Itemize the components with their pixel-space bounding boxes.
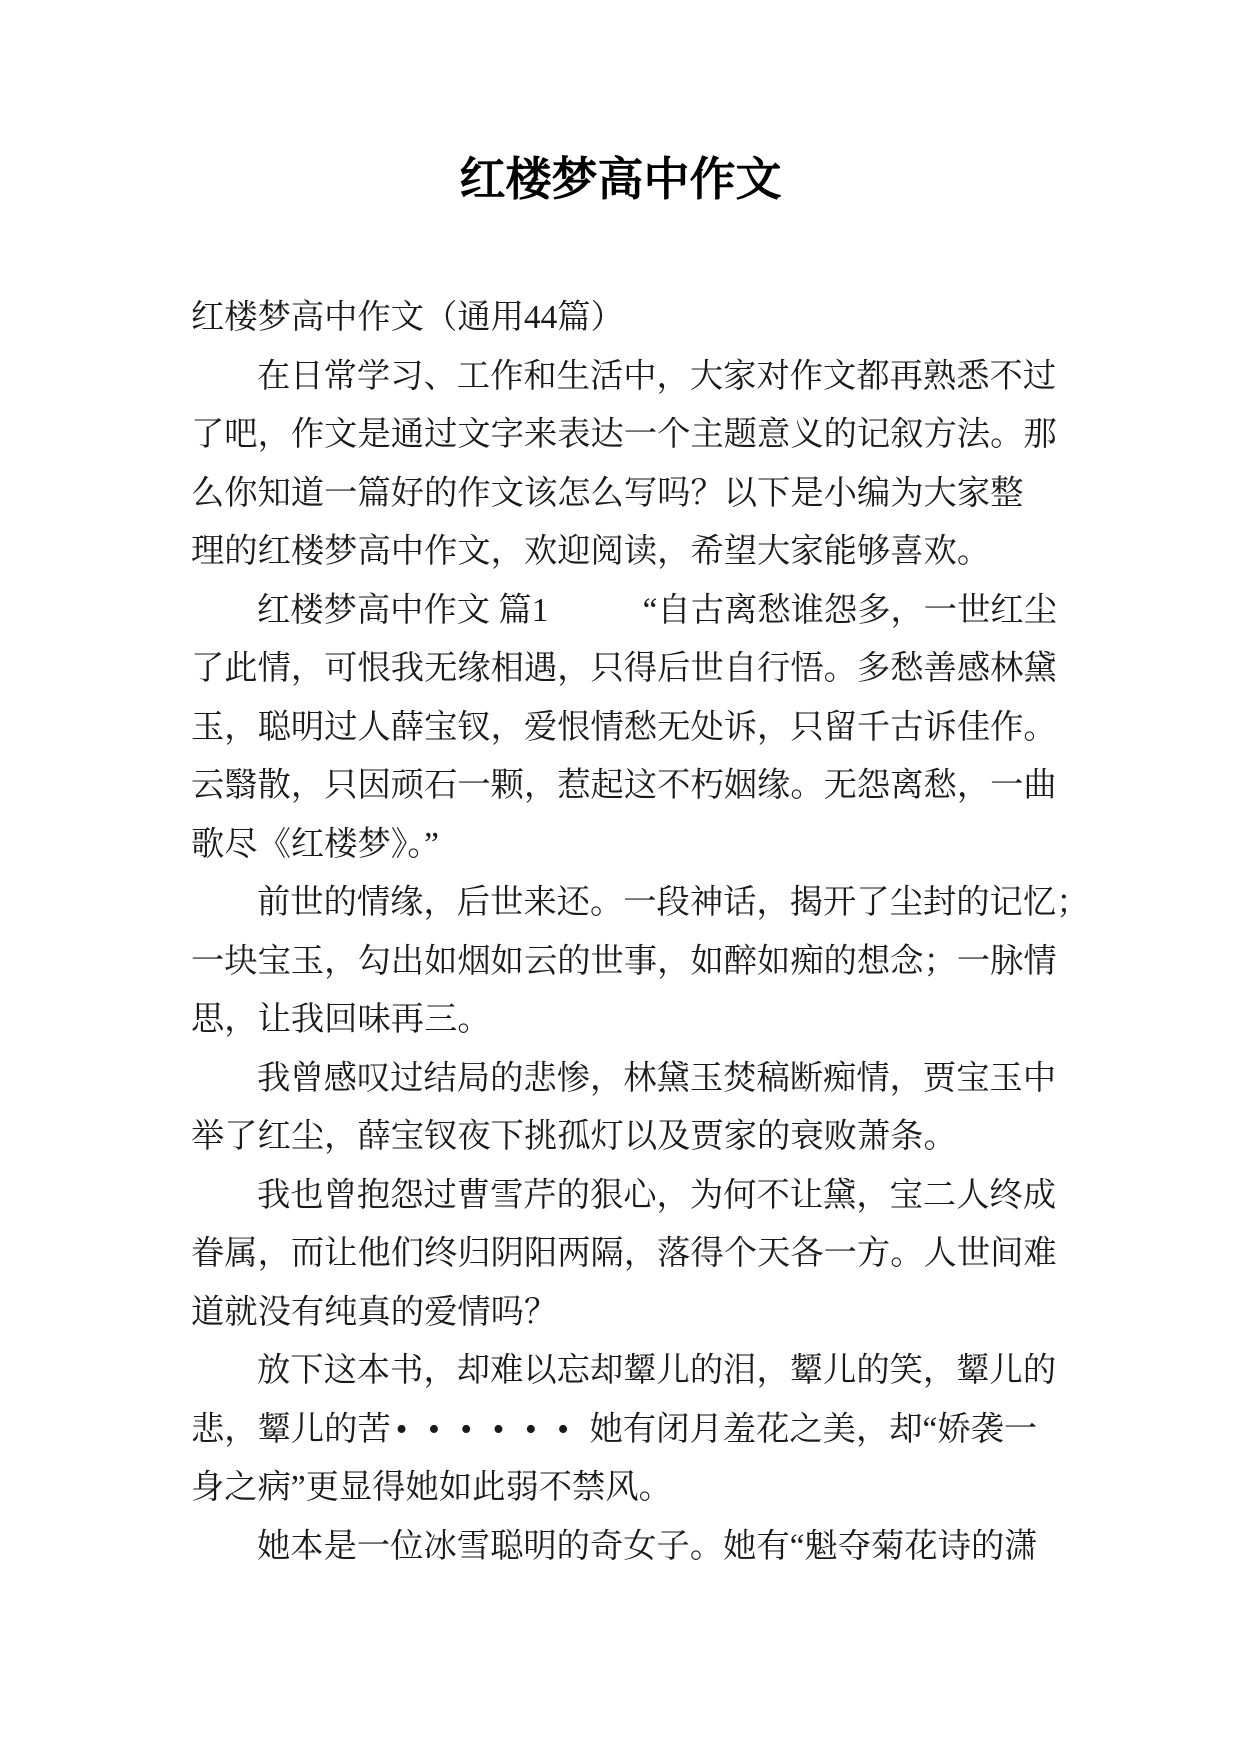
essay-line: 道就没有纯真的爱情吗？ xyxy=(191,1293,558,1331)
essay-line: 眷属，而让他们终归阴阳两隔，落得个天各一方。人世间难 xyxy=(191,1235,1057,1272)
essay-line: “自古离愁谁怨多，一世红尘 xyxy=(642,591,1057,629)
essay-line: 我曾感叹过结局的悲惨，林黛玉焚稿断痴情，贾宝玉中 xyxy=(257,1059,1057,1097)
essay-paragraph xyxy=(191,582,1057,875)
intro-line: 在日常学习、工作和生活中，大家对作文都再熟悉不过 xyxy=(257,357,1057,395)
document-subtitle: 红楼梦高中作文（通用44篇） xyxy=(191,299,624,336)
essay-line: 她本是一位冰雪聪明的奇女子。她有“魁夺菊花诗的潇 xyxy=(257,1527,1038,1565)
essay-line: 我也曾抱怨过曹雪芹的狠心，为何不让黛，宝二人终成 xyxy=(257,1176,1057,1214)
essay-line: 思，让我回味再三。 xyxy=(191,1001,491,1038)
essay-heading-line xyxy=(191,582,1057,641)
essay-line: 前世的情缘，后世来还。一段神话，揭开了尘封的记忆； xyxy=(257,884,1090,921)
essay-line-segment: 悲，颦儿的苦 xyxy=(191,1410,391,1448)
essay-paragraph xyxy=(191,1518,1057,1577)
ellipsis-dots: •••••• xyxy=(395,1410,590,1448)
essay-line-segment: 她有闭月羞花之美，却“娇袭一 xyxy=(589,1410,1038,1448)
essay-paragraph xyxy=(191,1342,1057,1518)
document-title: 红楼梦高中作文 xyxy=(459,154,782,205)
essay-paragraph xyxy=(191,874,1090,1050)
essay-paragraph xyxy=(191,1050,1057,1167)
essay-line xyxy=(191,1401,1057,1460)
essay-line: 举了红尘，薛宝钗夜下挑孤灯以及贾家的衰败萧条。 xyxy=(191,1118,957,1155)
intro-line: 么你知道一篇好的作文该怎么写吗？以下是小编为大家整 xyxy=(191,474,1024,512)
essay-paragraph xyxy=(191,1167,1057,1343)
essay-line: 玉，聪明过人薛宝钗，爱恨情愁无处诉，只留千古诉佳作。 xyxy=(191,708,1057,746)
intro-paragraph xyxy=(191,348,1057,582)
intro-line: 理的红楼梦高中作文，欢迎阅读，希望大家能够喜欢。 xyxy=(191,533,991,570)
essay-line: 身之病”更显得她如此弱不禁风。 xyxy=(191,1469,672,1506)
essay-line: 了此情，可恨我无缘相遇，只得后世自行悟。多愁善感林黛 xyxy=(191,650,1057,687)
essay-line: 一块宝玉，勾出如烟如云的世事，如醉如痴的想念；一脉情 xyxy=(191,942,1057,980)
intro-line: 了吧，作文是通过文字来表达一个主题意义的记叙方法。那 xyxy=(191,416,1057,453)
essay-line: 云翳散，只因顽石一颗，惹起这不朽姻缘。无怨离愁，一曲 xyxy=(191,767,1057,804)
essay-line: 放下这本书，却难以忘却颦儿的泪，颦儿的笑，颦儿的 xyxy=(257,1352,1057,1389)
essay-heading: 红楼梦高中作文 篇1 xyxy=(257,591,549,629)
document-body xyxy=(191,289,1090,1576)
essay-line: 歌尽《红楼梦》。” xyxy=(191,825,439,863)
